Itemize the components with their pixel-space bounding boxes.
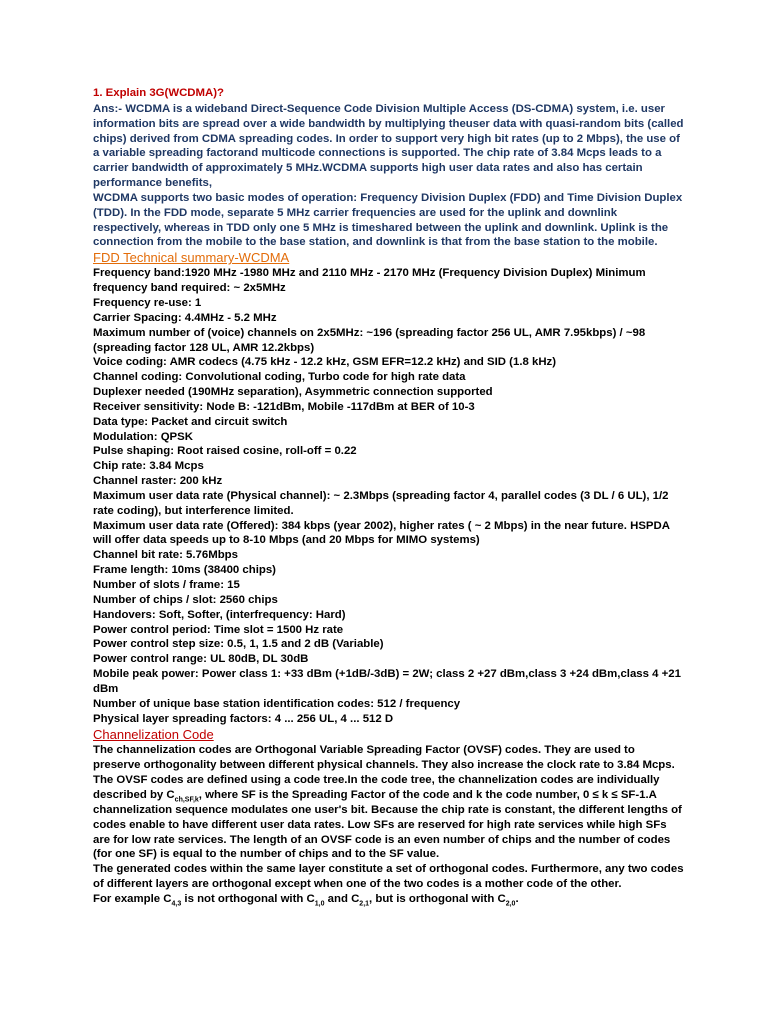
question-title: 1. Explain 3G(WCDMA)? — [93, 87, 224, 99]
channelization-paragraph-1 — [93, 743, 685, 862]
summary-item: Maximum number of (voice) channels on 2x5MHz: ~196 (spreading factor 256 UL, AMR 7.95kbps) / ~98 (spreading factor 128 UL, AMR 12.2kbps) — [93, 326, 646, 354]
summary-item: Data type: Packet and circuit switch — [93, 415, 288, 428]
summary-item: Carrier Spacing: 4.4MHz - 5.2 MHz — [93, 311, 277, 324]
answer-paragraph-1: Ans:- WCDMA is a wideband Direct-Sequence Code Division Multiple Access (DS-CDMA) system, i.e. user information bits are spread over a wide bandwidth by multiplying theuser data with quasi-random bits (called chips) derived from CDMA spreading codes. In order to support very high bit rates (up to 2 Mbps), the use of a variable spreading factorand multicode connections is supported. The chip rate of 3.84 Mcps leads to a carrier bandwidth of approximately 5 MHz.WCDMA supports high user data rates and also has certain performance benefits, — [93, 102, 684, 190]
fdd-summary-heading: FDD Technical summary-WCDMA — [93, 250, 290, 266]
summary-item: Frequency band:1920 MHz -1980 MHz and 2110 MHz - 2170 MHz (Frequency Division Duplex) Minimum frequency band required: ~ 2x5MHz — [93, 267, 646, 295]
channelization-heading: Channelization Code — [93, 727, 214, 743]
summary-item: Number of slots / frame: 15 — [93, 579, 240, 591]
document-page — [93, 86, 685, 907]
channelization-paragraph-2: The generated codes within the same layer constitute a set of orthogonal codes. Furthermore, any two codes of different layers are orthogonal except when one of the two codes is a mother code of the other. — [93, 863, 684, 891]
summary-item: Power control step size: 0.5, 1, 1.5 and 2 dB (Variable) — [93, 638, 384, 651]
subscript: 4,3 — [171, 900, 182, 908]
subscript: 2,1 — [359, 900, 370, 908]
summary-item: Physical layer spreading factors: 4 ... 256 UL, 4 ... 512 D — [93, 712, 394, 725]
channelization-paragraph-3 — [93, 892, 685, 907]
summary-item: Number of chips / slot: 2560 chips — [93, 593, 278, 606]
summary-item: Channel bit rate: 5.76Mbps — [93, 549, 238, 562]
subscript: 2,0 — [505, 900, 516, 908]
answer-block — [93, 102, 685, 250]
summary-item: Frequency re-use: 1 — [93, 296, 202, 309]
subscript: 1,0 — [314, 900, 325, 908]
summary-item: Mobile peak power: Power class 1: +33 dBm (+1dB/-3dB) = 2W; class 2 +27 dBm,class 3 +24 dBm,class 4 +21 dBm — [93, 668, 681, 695]
text-run: For example C — [93, 892, 172, 905]
summary-item: Receiver sensitivity: Node B: -121dBm, Mobile -117dBm at BER of 10-3 — [93, 400, 475, 413]
text-run: , but is orthogonal with C — [369, 892, 506, 905]
channelization-body — [93, 743, 685, 906]
summary-item: Handovers: Soft, Softer, (interfrequency: Hard) — [93, 608, 346, 621]
subscript: ch,SF,k — [174, 796, 199, 804]
summary-item: Power control period: Time slot = 1500 Hz rate — [93, 623, 344, 636]
answer-paragraph-2: WCDMA supports two basic modes of operation: Frequency Division Duplex (FDD) and Time Division Duplex (TDD). In the FDD mode, separate 5 MHz carrier frequencies are used for the uplink and downlink respectively, whereas in TDD only one 5 MHz is timeshared between the uplink and downlink. Uplink is the connection from the mobile to the base station, and downlink is that from the base station to the mobile. — [93, 191, 683, 249]
text-run: is not orthogonal with C — [181, 892, 315, 905]
text-run: and C — [324, 892, 360, 905]
summary-item: Frame length: 10ms (38400 chips) — [93, 564, 276, 577]
summary-item: Voice coding: AMR codecs (4.75 kHz - 12.2 kHz, GSM EFR=12.2 kHz) and SID (1.8 kHz) — [93, 356, 557, 369]
summary-item: Modulation: QPSK — [93, 430, 193, 443]
summary-item: Channel coding: Convolutional coding, Turbo code for high rate data — [93, 371, 466, 384]
summary-item: Chip rate: 3.84 Mcps — [93, 460, 204, 473]
summary-item: Maximum user data rate (Offered): 384 kbps (year 2002), higher rates ( ~ 2 Mbps) in the near future. HSPDA will offer data speeds up to 8-10 Mbps (and 20 Mbps for MIMO systems) — [93, 519, 670, 547]
text-run: . — [515, 892, 519, 905]
text-run: The channelization codes are Orthogonal Variable Spreading Factor (OVSF) codes. They are used to preserve orthogonality between different physical channels. They also increase the clock rate to 3.84 Mcps. The OVSF codes are defined using a code tree.In the code tree, the channelization codes are individually described by C — [93, 744, 675, 801]
summary-item: Channel raster: 200 kHz — [93, 475, 223, 488]
text-run: , where SF is the Spreading Factor of the code and k the code number, 0 ≤ k ≤ SF-1.A channelization sequence modulates one user's bit. Because the chip rate is constant, the different lengths of codes enable to have different user data rates. Low SFs are reserved for high rate services while high SFs are for low rate services. The length of an OVSF code is an even number of chips and the number of codes (for one SF) is equal to the number of chips and to the SF value. — [93, 788, 682, 861]
summary-item: Number of unique base station identification codes: 512 / frequency — [93, 697, 461, 710]
summary-item: Power control range: UL 80dB, DL 30dB — [93, 653, 309, 666]
summary-item: Pulse shaping: Root raised cosine, roll-off = 0.22 — [93, 445, 357, 458]
summary-item: Duplexer needed (190MHz separation), Asymmetric connection supported — [93, 386, 493, 399]
fdd-summary-list — [93, 266, 685, 726]
summary-item: Maximum user data rate (Physical channel): ~ 2.3Mbps (spreading factor 4, parallel codes (3 DL / 6 UL), 1/2 rate coding), but interference limited. — [93, 489, 669, 517]
